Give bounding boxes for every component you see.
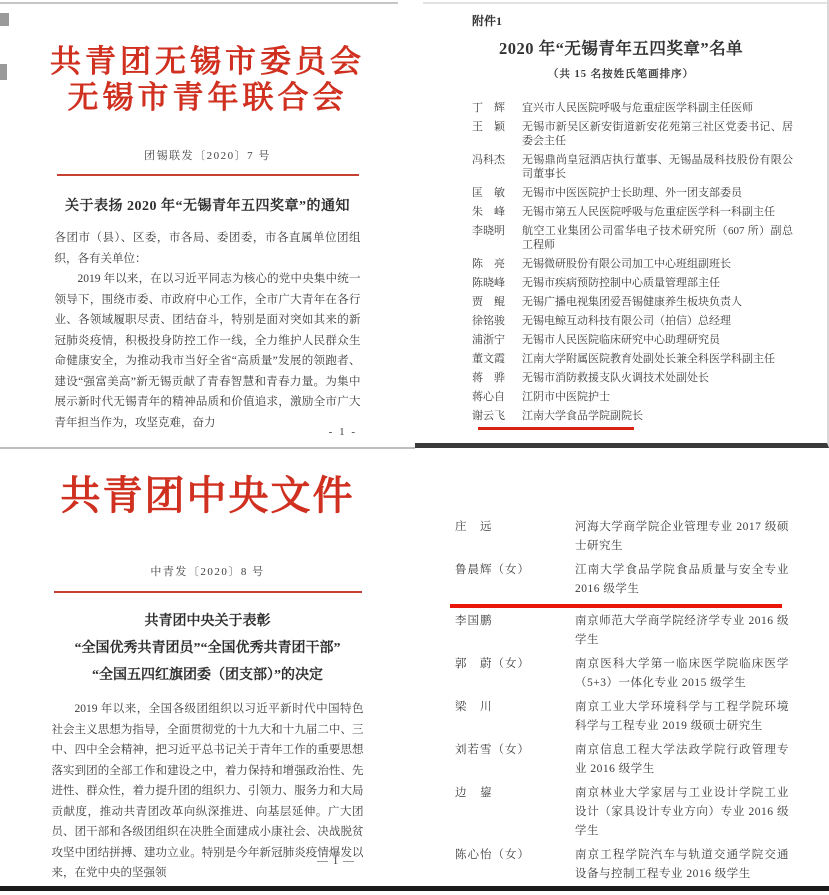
person-description: 无锡市第五人民医院呼吸与危重症医学科一科副主任 xyxy=(522,206,775,218)
salutation-line: 各团市（县）、区委，市各局、委团委，市各直属单位团组织，各有关单位： xyxy=(54,232,361,265)
person-name: 蒋 骅 xyxy=(472,372,505,384)
person-description: 南京师范大学商学院经济学专业 2016 级学生 xyxy=(575,615,789,646)
person-name: 蒋心自 xyxy=(472,391,505,403)
doc-central-committee-page xyxy=(0,447,415,888)
red-divider-rule xyxy=(57,174,359,176)
list-item xyxy=(472,257,793,271)
list-title: 2020 年“无锡青年五四奖章”名单 xyxy=(498,39,744,58)
document-number: 团锡联发〔2020〕7 号 xyxy=(144,150,271,162)
list-subtitle: （共 15 名按姓氏笔画排序） xyxy=(547,69,695,80)
person-name: 庄 远 xyxy=(455,521,493,533)
person-name: 丁 辉 xyxy=(472,102,505,114)
person-description: 南京信息工程大学法政学院行政管理专业 2016 级学生 xyxy=(575,744,789,775)
person-description: 航空工业集团公司雷华电子技术研究所（607 所）副总工程师 xyxy=(522,225,793,251)
red-divider-rule xyxy=(54,591,362,593)
list-item xyxy=(455,655,789,693)
scan-edge-bottom xyxy=(0,886,829,891)
notice-body xyxy=(55,228,361,433)
person-description: 南京林业大学家居与工业设计学院工业设计（家具设计专业方向）专业 2016 级学生 xyxy=(575,787,789,837)
list-item xyxy=(472,276,793,290)
org-name-line2: 无锡市青年联合会 xyxy=(67,80,348,115)
person-name: 冯科杰 xyxy=(472,154,505,166)
person-description: 无锡鼎尚皇冠酒店执行董事、无锡晶晟科技股份有限公司董事长 xyxy=(522,154,793,180)
person-name: 刘若雪（女） xyxy=(455,744,530,756)
person-description: 宜兴市人民医院呼吸与危重症医学科副主任医师 xyxy=(522,102,753,114)
list-item xyxy=(455,698,789,736)
list-item xyxy=(472,120,793,148)
list-item-underlined xyxy=(472,409,793,423)
person-description: 江阴市中医院护士 xyxy=(522,391,610,403)
list-item xyxy=(472,333,793,347)
list-item xyxy=(455,612,789,650)
person-description: 无锡市新吴区新安街道新安花苑第三社区党委书记、居委会主任 xyxy=(522,121,793,147)
person-description: 河海大学商学院企业管理专业 2017 级硕士研究生 xyxy=(575,521,789,552)
person-name: 王 颖 xyxy=(472,121,505,133)
person-name: 陈 亮 xyxy=(472,258,505,270)
list-item-underlined xyxy=(455,561,789,599)
person-description: 南京工程学院汽车与轨道交通学院交通设备与控制工程专业 2016 级学生 xyxy=(575,849,789,880)
list-item xyxy=(472,205,793,219)
list-item xyxy=(472,153,793,181)
list-item xyxy=(472,352,793,366)
person-name: 贾 鲲 xyxy=(472,296,505,308)
document-number: 中青发〔2020〕8 号 xyxy=(150,566,265,578)
list-item xyxy=(455,518,789,556)
person-description: 南京工业大学环境科学与工程学院环境科学与工程专业 2019 级硕士研究生 xyxy=(575,701,789,732)
list-item xyxy=(455,846,789,884)
doc-wuxi-notice-page xyxy=(0,4,415,447)
person-description: 江南大学附属医院教育处副处长兼全科医学科副主任 xyxy=(522,353,775,365)
person-description: 无锡市消防救援支队火调技术处副处长 xyxy=(522,372,709,384)
list-item xyxy=(472,314,793,328)
commended-student-list xyxy=(455,518,789,884)
page-number: - 1 - xyxy=(328,426,357,438)
person-name: 匡 敏 xyxy=(472,187,505,199)
central-document-masthead: 共青团中央文件 xyxy=(60,473,355,518)
doc-medal-list-page xyxy=(415,0,829,448)
person-name: 浦浙宁 xyxy=(472,334,505,346)
body-paragraph: 2019 年以来，全国各级团组织以习近平新时代中国特色社会主义思想为指导，全面贯彻党的十九大和十九届二中、三中、四中全会精神，把习近平总书记关于青年工作的重要思想落实到团的全部工作和建设之中，着力保持和增强政治性、先进性、群众性，着力提升团的组织力、引领力、服务力和大局贡献度，推动共青团改革向纵深推进、向基层延伸。广大团员、团干部和各级团组织在决胜全面建成小康社会、决战脱贫攻坚中团结拼搏、建功立业。特别是今年新冠肺炎疫情爆发以来，在党中央的坚强领 xyxy=(51,703,364,879)
person-name: 边 鋆 xyxy=(455,787,493,799)
issuing-org-masthead xyxy=(0,44,415,116)
notice-title: 关于表扬 2020 年“无锡青年五四奖章”的通知 xyxy=(65,199,350,214)
person-name: 朱 峰 xyxy=(472,206,505,218)
person-description: 无锡市疾病预防控制中心质量管理部主任 xyxy=(522,277,720,289)
person-name: 徐铭骏 xyxy=(472,315,505,327)
person-name: 陈心怡（女） xyxy=(455,849,530,861)
list-item xyxy=(472,224,793,252)
person-name: 鲁晨辉（女） xyxy=(455,564,530,576)
person-name: 谢云飞 xyxy=(472,410,505,422)
decision-title xyxy=(0,608,415,689)
list-item xyxy=(472,295,793,309)
person-name: 梁 川 xyxy=(455,701,493,713)
list-item xyxy=(472,371,793,385)
person-description: 无锡微研股份有限公司加工中心班组副班长 xyxy=(522,258,731,270)
person-name: 陈晓峰 xyxy=(472,277,505,289)
list-item xyxy=(455,741,789,779)
page-number: — 1 — xyxy=(317,855,355,867)
person-name: 郭 蔚（女） xyxy=(455,658,530,670)
attachment-label: 附件1 xyxy=(472,14,503,28)
person-description: 无锡市中医医院护士长助理、外一团支部委员 xyxy=(522,187,742,199)
list-item xyxy=(455,784,789,841)
person-description: 无锡广播电视集团爱吾锡健康养生板块负责人 xyxy=(522,296,742,308)
decision-title-line2: “全国优秀共青团员”“全国优秀共青团干部” xyxy=(74,641,341,656)
doc-student-list-page xyxy=(415,460,829,886)
person-description: 无锡市人民医院临床研究中心助理研究员 xyxy=(522,334,720,346)
org-name-line1: 共青团无锡市委员会 xyxy=(50,44,365,79)
decision-title-line3: “全国五四红旗团委（团支部）”的决定 xyxy=(92,668,323,683)
decision-title-line1: 共青团中央关于表彰 xyxy=(144,614,271,629)
medal-winner-list xyxy=(472,101,793,423)
person-name: 李晓明 xyxy=(472,225,505,237)
person-name: 董文霞 xyxy=(472,353,505,365)
body-paragraph: 2019 年以来，在以习近平同志为核心的党中央集中统一领导下，围绕市委、市政府中心工作，全市广大青年在各行业、各领域履职尽责、团结奋斗，特别是面对突如其来的新冠肺炎疫情，积极投身防控工作一线，全力维护人民群众生命健康安全，为推动我市当好全省“高质量”发展的领跑者、建设“强富美高”新无锡贡献了青春智慧和青春力量。为集中展示新时代无锡青年的精神品质和价值追求，激励全市广大青年担当作为，攻坚克难，奋力 xyxy=(54,273,361,429)
list-item xyxy=(472,101,793,115)
person-description: 江南大学食品学院副院长 xyxy=(522,410,643,422)
list-item xyxy=(472,186,793,200)
person-name: 李国鹏 xyxy=(455,615,493,627)
person-description: 江南大学食品学院食品质量与安全专业 2016 级学生 xyxy=(575,564,789,595)
list-item xyxy=(472,390,793,404)
person-description: 南京医科大学第一临床医学院临床医学（5+3）一体化专业 2015 级学生 xyxy=(575,658,789,689)
person-description: 无锡电鲸互动科技有限公司（拍信）总经理 xyxy=(522,315,731,327)
